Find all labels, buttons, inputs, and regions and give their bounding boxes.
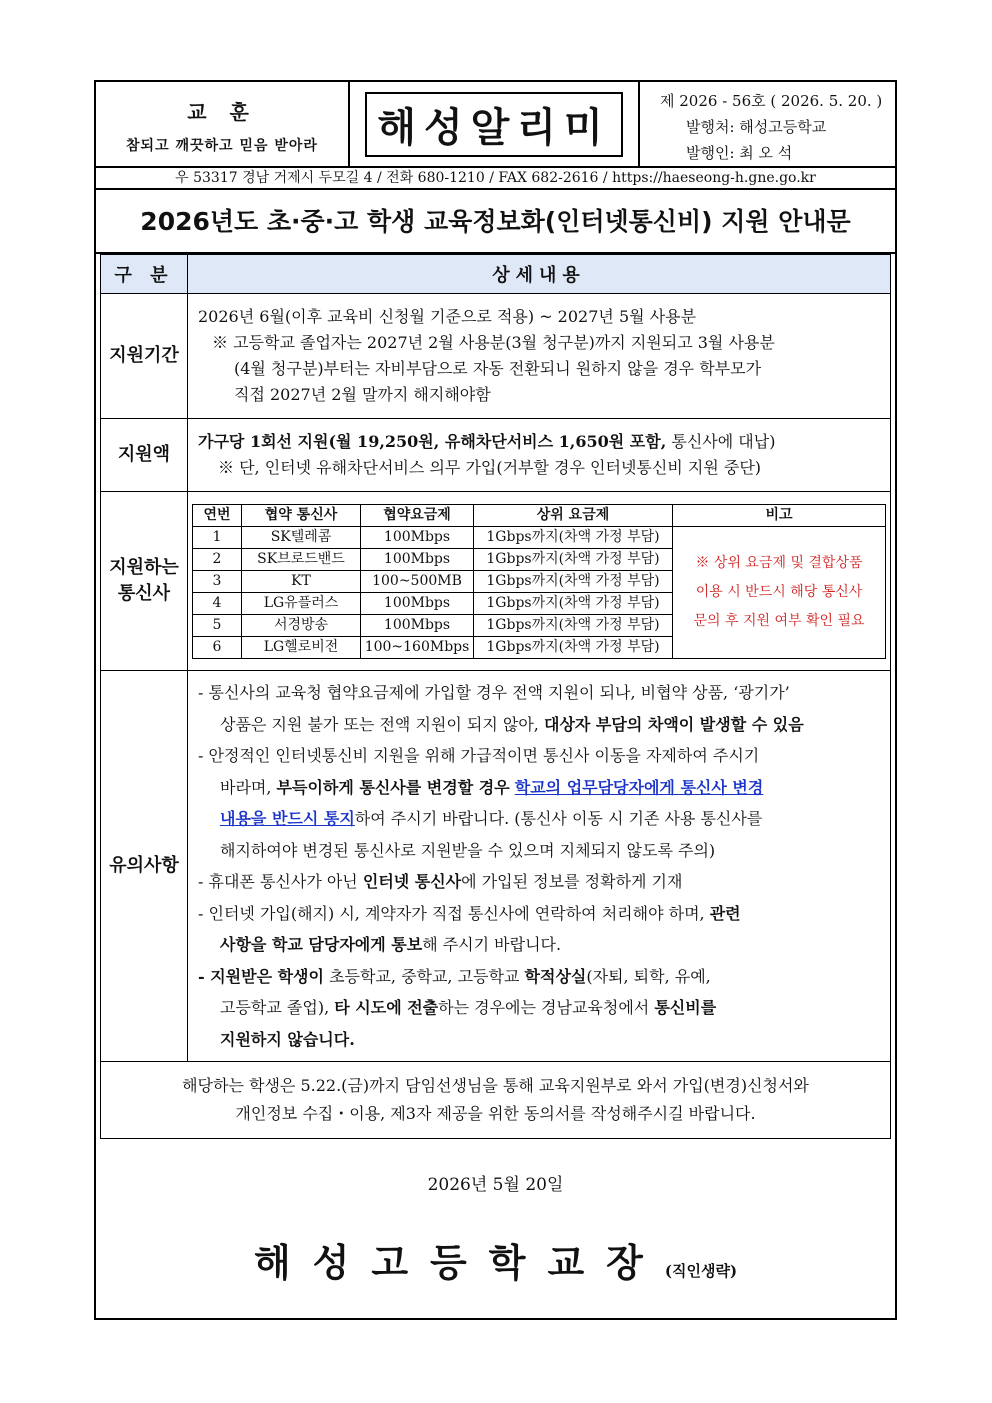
caution-emphasis: 관련 [709, 903, 741, 923]
isp-cell: 1Gbps까지(차액 가정 부담) [474, 592, 673, 614]
contact-bar: 우 53317 경남 거제시 두모길 4 / 전화 680-1210 / FAX 682-2616 / https://haeseong-h.gne.go.kr [96, 166, 895, 190]
masthead [96, 82, 895, 166]
caution-emphasis: 인터넷 통신사 [362, 872, 462, 891]
amount-content [188, 419, 891, 492]
isp-cell: 2 [193, 548, 242, 570]
isp-cell: 1Gbps까지(차액 가정 부담) [474, 548, 673, 570]
motto-text: 참되고 깨끗하고 믿음 받아라 [126, 138, 318, 154]
caution-text: 상품은 지원 불가 또는 전액 지원이 되지 않아, [220, 714, 544, 734]
isp-col-carrier: 협약 통신사 [242, 504, 361, 526]
isp-label-line: 지원하는 [109, 557, 179, 578]
caution-item [198, 866, 880, 898]
row-caution [101, 671, 891, 1062]
caution-text: 해지하여야 변경된 통신사로 지원받을 수 있으며 지체되지 않도록 주의) [220, 840, 716, 860]
caution-item [198, 740, 880, 772]
isp-cell: 5 [193, 614, 242, 636]
col-category: 구 분 [101, 255, 188, 294]
row-footnote [101, 1062, 891, 1139]
publisher: 발행처: 해성고등학교 [686, 118, 827, 136]
caution-item-cont [198, 992, 880, 1024]
caution-item-cont [198, 772, 880, 804]
isp-note [673, 526, 886, 658]
period-note: ※ 고등학교 졸업자는 2027년 2월 사용분(3월 청구분)까지 지원되고 3월 사용분 [212, 333, 775, 352]
isp-cell: 100Mbps [361, 592, 474, 614]
caution-item-cont [198, 709, 880, 741]
motto-title: 교 훈 [187, 100, 257, 124]
caution-item-cont [198, 835, 880, 867]
issue-date: 2026년 5월 20일 [427, 1175, 564, 1195]
isp-label-line: 통신사 [117, 583, 171, 604]
caution-item-cont [198, 1024, 880, 1056]
seal-omitted: (직인생략) [664, 1262, 738, 1280]
isp-note-line: ※ 상위 요금제 및 결합상품 [695, 554, 863, 571]
caution-text: (자퇴, 퇴학, 유예, [586, 966, 711, 986]
caution-text: 초등학교, 중학교, 고등학교 [323, 966, 525, 986]
period-line: 2026년 6월(이후 교육비 신청월 기준으로 적용) ~ 2027년 5월 사용분 [198, 307, 697, 326]
caution-text: 고등학교 졸업), [220, 998, 335, 1017]
period-note-cont: 직접 2027년 2월 말까지 해지해야함 [234, 385, 491, 404]
notice-sheet [94, 80, 897, 1320]
isp-row [193, 526, 886, 548]
isp-cell: 100~500MB [361, 570, 474, 592]
row-isp [101, 492, 891, 671]
isp-cell: KT [242, 570, 361, 592]
isp-cell: 100Mbps [361, 526, 474, 548]
issuer: 발행인: 최 오 석 [686, 144, 793, 162]
isp-header-row [193, 504, 886, 526]
notice-title: 2026년도 초·중·고 학생 교육정보화(인터넷통신비) 지원 안내문 [96, 190, 895, 254]
row-amount [101, 419, 891, 492]
isp-cell: 100Mbps [361, 614, 474, 636]
amount-main-rest: 통신사에 대납) [666, 432, 776, 451]
table-header [101, 255, 891, 294]
isp-cell: 100~160Mbps [361, 636, 474, 658]
issue-number: 제 2026 - 56호 ( 2026. 5. 20. ) [660, 92, 883, 110]
caution-text: 바라며, [220, 777, 277, 797]
isp-cell: SK텔레콤 [242, 526, 361, 548]
caution-emphasis: 대상자 부담의 차액이 발생할 수 있음 [543, 714, 804, 734]
caution-item-cont [198, 803, 880, 835]
caution-emphasis: 통신비를 [654, 998, 717, 1017]
isp-table [192, 504, 886, 659]
principal-title: 해성고등학교장 [253, 1240, 665, 1285]
details-table [100, 254, 891, 1139]
isp-cell: 1Gbps까지(차액 가정 부담) [474, 570, 673, 592]
isp-cell: 4 [193, 592, 242, 614]
caution-text: 하는 경우에는 경남교육청에서 [438, 998, 655, 1017]
caution-item-cont [198, 929, 880, 961]
isp-cell: LG유플러스 [242, 592, 361, 614]
caution-content [188, 671, 891, 1062]
isp-content [188, 492, 891, 671]
isp-cell: 100Mbps [361, 548, 474, 570]
caution-highlight: 내용을 반드시 통지 [220, 809, 355, 828]
caution-text: - 인터넷 가입(해지) 시, 계약자가 직접 통신사에 연락하여 처리해야 하며, [198, 903, 710, 923]
caution-text: - 안정적인 인터넷통신비 지원을 위해 가급적이면 통신사 이동을 자제하여 주시기 [198, 746, 760, 765]
caution-text: 에 가입된 정보를 정확하게 기재 [461, 872, 683, 891]
caution-text: 해 주시기 바랍니다. [422, 935, 562, 954]
isp-cell: LG헬로비전 [242, 636, 361, 658]
period-label: 지원기간 [101, 294, 188, 419]
caution-item [198, 898, 880, 930]
application-notice-line: 개인정보 수집・이용, 제3자 제공을 위한 동의서를 작성해주시길 바랍니다. [235, 1104, 756, 1123]
amount-main: 가구당 1회선 지원(월 19,250원, 유해차단서비스 1,650원 포함, [198, 432, 667, 451]
caution-text: - 휴대폰 통신사가 아닌 [198, 872, 363, 891]
isp-cell: 1Gbps까지(차액 가정 부담) [474, 636, 673, 658]
isp-col-upper: 상위 요금제 [474, 504, 673, 526]
isp-col-note: 비고 [673, 504, 886, 526]
caution-highlight: 학교의 업무담당자에게 통신사 변경 [514, 777, 764, 797]
isp-label [101, 492, 188, 671]
isp-cell: 3 [193, 570, 242, 592]
amount-label: 지원액 [101, 419, 188, 492]
col-details: 상세내용 [188, 255, 891, 294]
application-notice-line: 해당하는 학생은 5.22.(금)까지 담임선생님을 통해 교육지원부로 와서 가입(변경)신청서와 [182, 1076, 809, 1095]
newsletter-name: 해성알리미 [365, 92, 622, 157]
row-period [101, 294, 891, 419]
amount-note: ※ 단, 인터넷 유해차단서비스 의무 가입(거부할 경우 인터넷통신비 지원 중단) [218, 458, 762, 477]
caution-text: - 통신사의 교육청 협약요금제에 가입할 경우 전액 지원이 되나, 비협약 상품, ‘광기가’ [198, 683, 790, 702]
publication-info [640, 82, 895, 166]
isp-cell: 서경방송 [242, 614, 361, 636]
isp-cell: 1Gbps까지(차액 가정 부담) [474, 614, 673, 636]
caution-emphasis: 타 시도에 전출 [334, 998, 439, 1017]
period-note-cont: (4월 청구분)부터는 자비부담으로 자동 전환되니 원하지 않을 경우 학부모가 [234, 359, 762, 378]
caution-item [198, 961, 880, 993]
isp-col-plan: 협약요금제 [361, 504, 474, 526]
caution-emphasis: 지원하지 않습니다. [220, 1029, 355, 1049]
caution-text: 하여 주시기 바랍니다. (통신사 이동 시 기존 사용 통신사를 [354, 809, 763, 828]
caution-item [198, 677, 880, 709]
isp-note-line: 문의 후 지원 여부 확인 필요 [693, 612, 865, 629]
school-motto [96, 82, 350, 166]
isp-note-line: 이용 시 반드시 해당 통신사 [695, 583, 863, 600]
isp-cell: 1Gbps까지(차액 가정 부담) [474, 526, 673, 548]
newsletter-logo [350, 82, 640, 166]
caution-emphasis: 학적상실 [524, 966, 587, 986]
caution-emphasis: - 지원받은 학생이 [198, 966, 324, 986]
caution-emphasis: 사항을 학교 담당자에게 통보 [220, 935, 423, 954]
signature [96, 1232, 895, 1287]
isp-cell: 1 [193, 526, 242, 548]
isp-cell: 6 [193, 636, 242, 658]
application-notice [101, 1062, 891, 1139]
isp-cell: SK브로드밴드 [242, 548, 361, 570]
isp-col-no: 연번 [193, 504, 242, 526]
caution-label: 유의사항 [101, 671, 188, 1062]
caution-emphasis: 부득이하게 통신사를 변경할 경우 [276, 777, 510, 797]
period-content [188, 294, 891, 419]
